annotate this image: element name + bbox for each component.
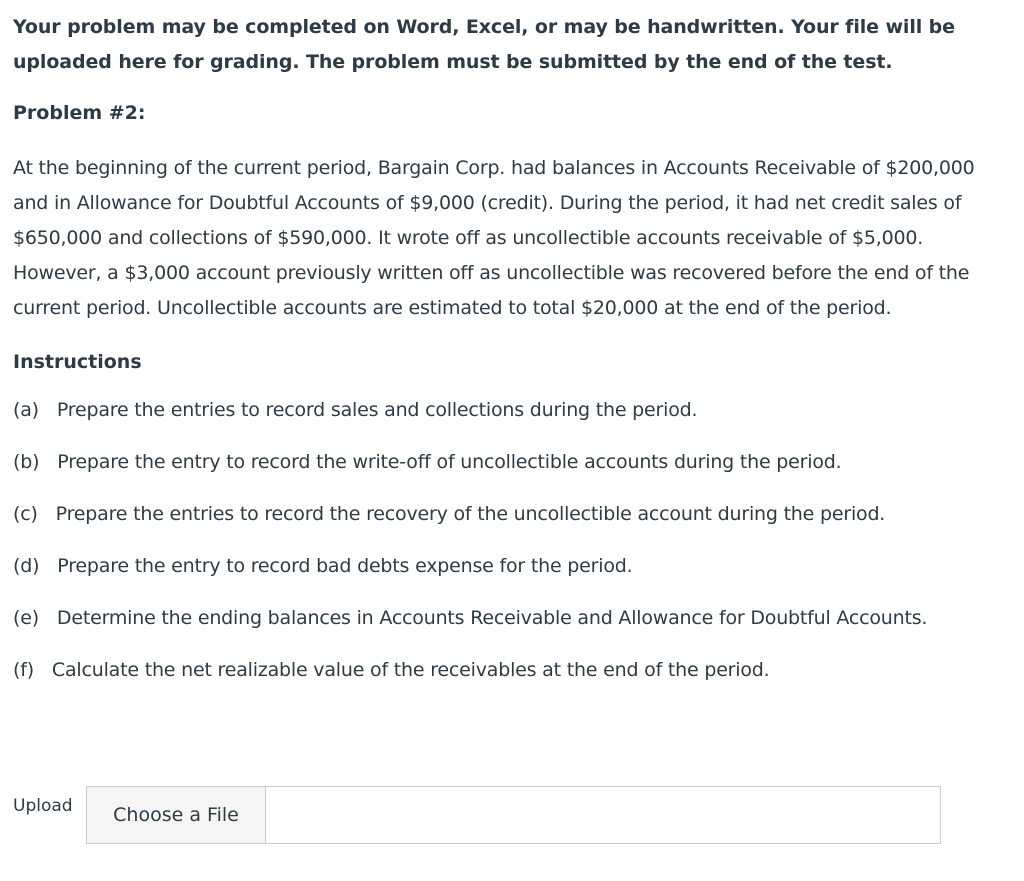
- instructions-label: Instructions: [13, 351, 142, 373]
- instruction-letter: (a): [13, 399, 39, 421]
- instruction-letter: (d): [13, 555, 40, 577]
- choose-file-button[interactable]: Choose a File: [87, 787, 266, 843]
- instruction-item-a: [13, 396, 1013, 424]
- upload-label: Upload: [13, 796, 73, 816]
- instruction-text: Prepare the entry to record bad debts expense for the period.: [57, 555, 633, 577]
- problem-text: At the beginning of the current period, Bargain Corp. had balances in Accounts Receivable of $200,000 and in Allowance for Doubtful Accounts of $9,000 (credit). During the period, it had net credit sales of $650,000 and collections of $590,000. It wrote off as uncollectible accounts receivable of $5,000. However, a $3,000 account previously written off as uncollectible was recovered before the end of the current period. Uncollectible accounts are estimated to total $20,000 at the end of the period.: [13, 157, 975, 319]
- file-upload-field[interactable]: [86, 786, 941, 844]
- instructions-list: [13, 396, 1013, 684]
- instruction-item-e: [13, 604, 1013, 632]
- instruction-letter: (f): [13, 659, 34, 681]
- instruction-text: Determine the ending balances in Accounts Receivable and Allowance for Doubtful Accounts.: [56, 607, 928, 629]
- problem-label: Problem #2:: [13, 102, 146, 124]
- instruction-text: Prepare the entries to record sales and collections during the period.: [56, 399, 698, 421]
- instruction-item-c: [13, 500, 1013, 528]
- instruction-text: Prepare the entry to record the write-off of uncollectible accounts during the period.: [57, 451, 842, 473]
- instruction-item-f: [13, 656, 1013, 684]
- instruction-letter: (c): [13, 503, 38, 525]
- upload-row: [13, 786, 941, 844]
- instruction-item-d: [13, 552, 1013, 580]
- instruction-letter: (b): [13, 451, 40, 473]
- instruction-text: Calculate the net realizable value of the receivables at the end of the period.: [51, 659, 770, 681]
- question-content: [13, 10, 1013, 708]
- instruction-letter: (e): [13, 607, 39, 629]
- intro-text: Your problem may be completed on Word, Excel, or may be handwritten. Your file will be uploaded here for grading. The problem must be submitted by the end of the test.: [13, 16, 955, 73]
- instruction-item-b: [13, 448, 1013, 476]
- instruction-text: Prepare the entries to record the recovery of the uncollectible account during the period.: [55, 503, 886, 525]
